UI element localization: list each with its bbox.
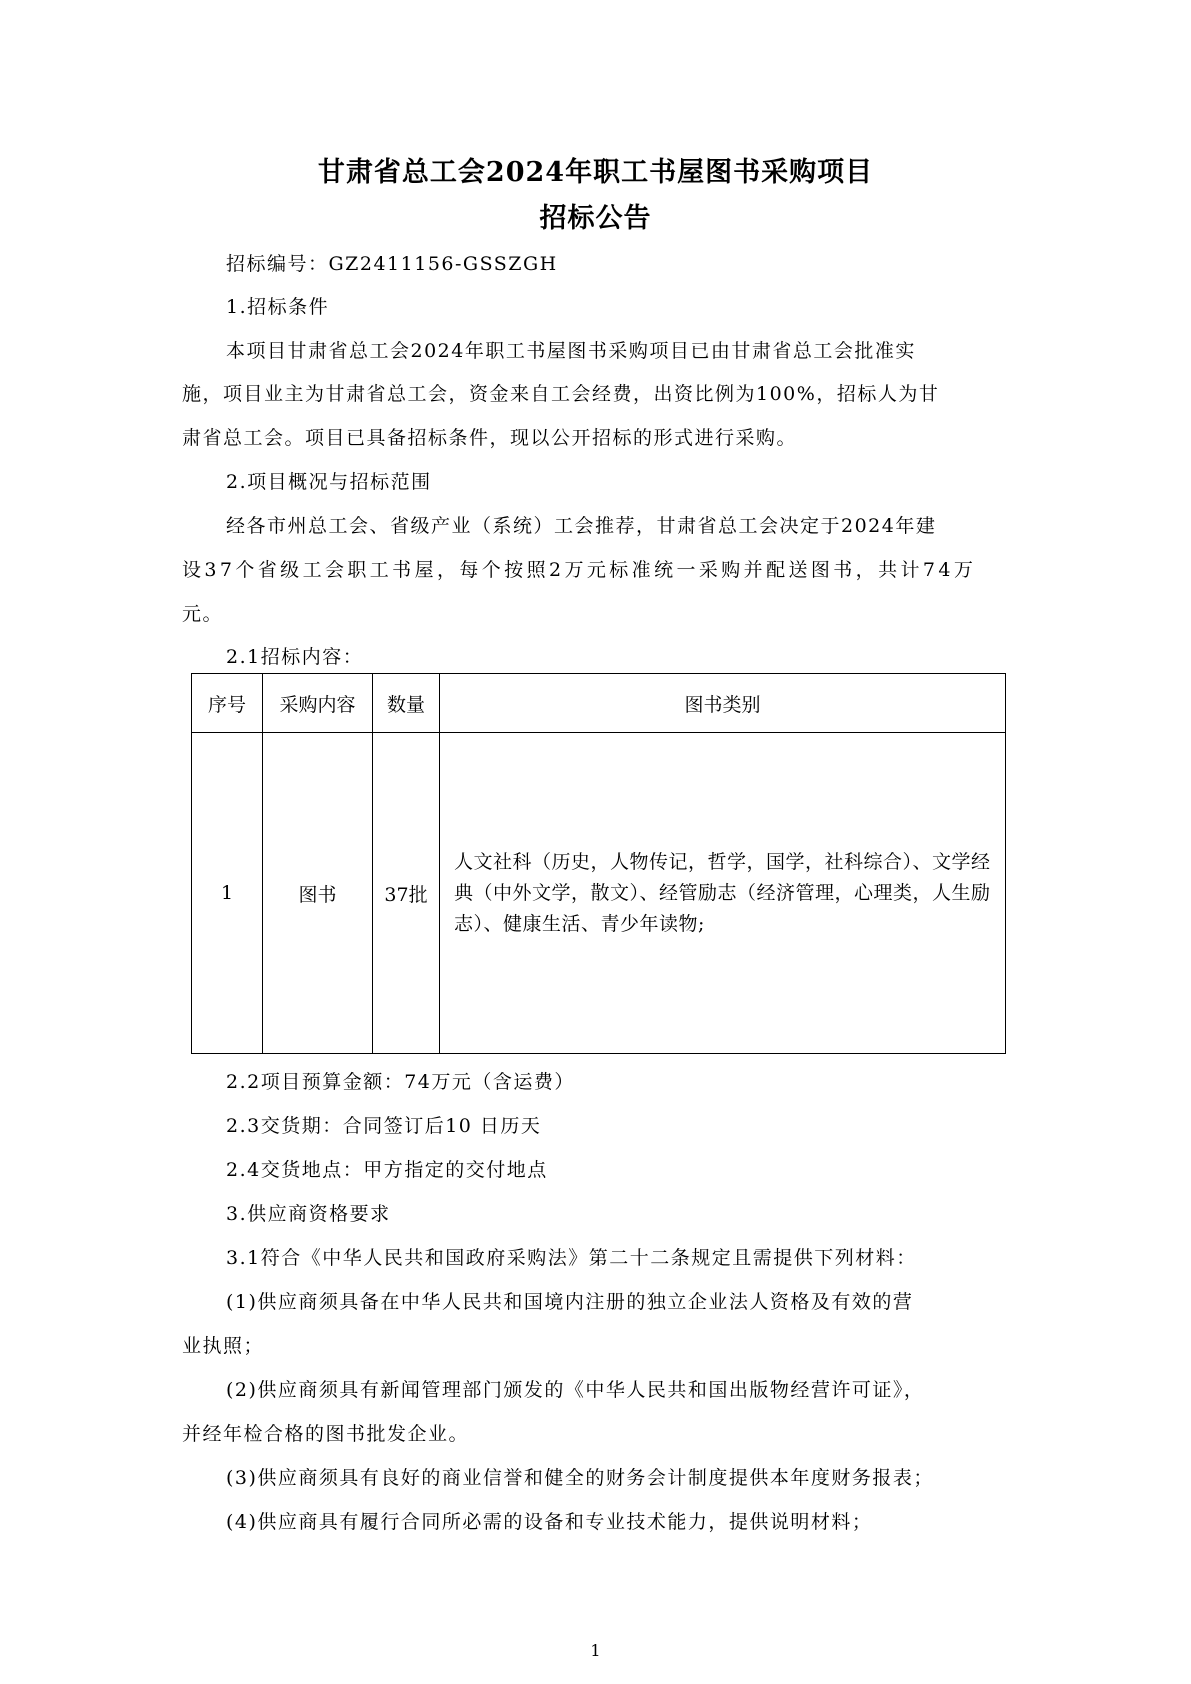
document-title: 甘肃省总工会2024年职工书屋图书采购项目 [317,157,874,188]
header-quantity: 数量 [373,674,440,733]
section21-heading: 2.1招标内容： [226,646,364,668]
page-number: 1 [590,1641,601,1660]
item-2-3: 2.3交货期：合同签订后10 日历天 [226,1115,542,1137]
requirement-4: (4)供应商具有履行合同所必需的设备和专业技术能力，提供说明材料； [226,1511,873,1533]
section3-heading: 3.供应商资格要求 [226,1203,391,1225]
table-row [192,733,1006,1054]
item-2-4: 2.4交货地点：甲方指定的交付地点 [226,1159,548,1181]
section2-line-1: 经各市州总工会、省级产业（系统）工会推荐，甘肃省总工会决定于2024年建 [226,515,937,537]
requirement-3: (3)供应商须具有良好的商业信誉和健全的财务会计制度提供本年度财务报表； [226,1467,934,1489]
item-3-1: 3.1符合《中华人民共和国政府采购法》第二十二条规定且需提供下列材料： [226,1247,917,1269]
cell-category: 人文社科（历史，人物传记，哲学，国学，社科综合）、文学经典（中外文学，散文）、经管励志（经济管理，心理类，人生励志）、健康生活、青少年读物; [440,733,1006,1054]
table-header-row [192,674,1006,733]
section2-line-3: 元。 [182,603,224,625]
section1-line-2: 施，项目业主为甘肃省总工会，资金来自工会经费，出资比例为100%，招标人为甘 [182,383,940,405]
bid-content-table [191,673,1006,1054]
cell-content: 图书 [263,733,373,1054]
requirement-2-line-1: (2)供应商须具有新闻管理部门颁发的《中华人民共和国出版物经营许可证》， [226,1379,925,1401]
section2-line-2: 设37个省级工会职工书屋，每个按照2万元标准统一采购并配送图书，共计74万 [182,559,977,581]
cell-quantity: 37批 [373,733,440,1054]
bid-number: 招标编号：GZ2411156-GSSZGH [226,253,558,275]
header-content: 采购内容 [263,674,373,733]
item-2-2: 2.2项目预算金额：74万元（含运费） [226,1071,575,1093]
requirement-1-line-2: 业执照； [182,1335,265,1357]
section2-heading: 2.项目概况与招标范围 [226,471,432,493]
section1-line-3: 肃省总工会。项目已具备招标条件，现以公开招标的形式进行采购。 [182,427,798,449]
header-category: 图书类别 [440,674,1006,733]
requirement-2-line-2: 并经年检合格的图书批发企业。 [182,1423,470,1445]
document-subtitle: 招标公告 [539,203,652,234]
header-index: 序号 [192,674,263,733]
cell-index: 1 [192,733,263,1054]
section1-heading: 1.招标条件 [226,296,330,318]
requirement-1-line-1: (1)供应商须具备在中华人民共和国境内注册的独立企业法人资格及有效的营 [226,1291,914,1313]
section1-line-1: 本项目甘肃省总工会2024年职工书屋图书采购项目已由甘肃省总工会批准实 [226,340,916,362]
